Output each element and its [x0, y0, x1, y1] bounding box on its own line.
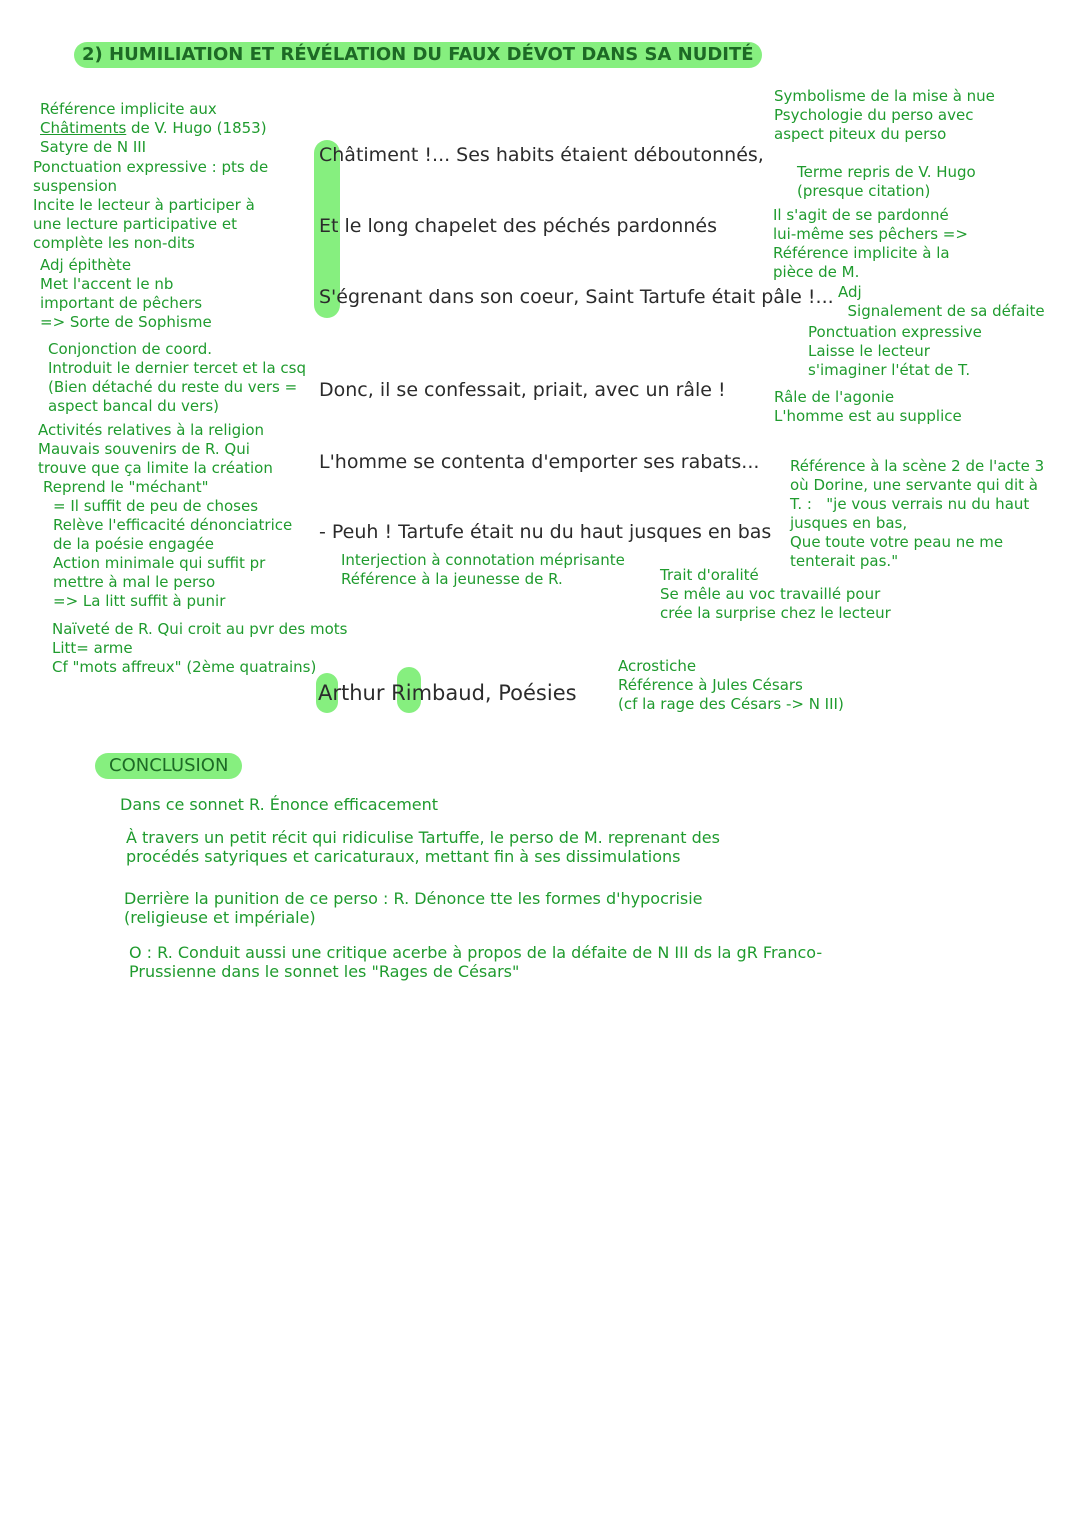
conclusion-title: CONCLUSION: [95, 753, 242, 779]
note-pardonne: Il s'agit de se pardonné lui-même ses pêchers => Référence implicite à la pièce de M.: [773, 206, 968, 281]
note-scene-dorine: Référence à la scène 2 de l'acte 3 où Dorine, une servante qui dit à T. : "je vous verrais nu du haut jusques en bas, Que toute votre peau ne me tenterait pas.": [790, 457, 1045, 570]
note-adj-epithete: Adj épithète Met l'accent le nb important de pêchers => Sorte de Sophisme: [40, 256, 212, 331]
verse-2: Et le long chapelet des péchés pardonnés: [319, 215, 717, 237]
note-activites-religion: Activités relatives à la religion Mauvais souvenirs de R. Qui trouve que ça limite la création: [38, 421, 273, 477]
note-reprend-mechant: Reprend le "méchant": [43, 478, 209, 496]
conclusion-p4: O : R. Conduit aussi une critique acerbe à propos de la défaite de N III ds la gR Franco- Prussienne dans le sonnet les "Rages de Césars": [129, 943, 823, 981]
note-ponctuation: Ponctuation expressive : pts de suspension Incite le lecteur à participer à une lecture participative et complète les non-dits: [33, 158, 269, 252]
note-ponctuation-2: Ponctuation expressive Laisse le lecteur s'imaginer l'état de T.: [808, 323, 982, 379]
verse-4: Donc, il se confessait, priait, avec un râle !: [319, 379, 726, 401]
conclusion-p3: Derrière la punition de ce perso : R. Dénonce tte les formes d'hypocrisie (religieuse et impériale): [124, 889, 703, 927]
section-title: 2) HUMILIATION ET RÉVÉLATION DU FAUX DÉVOT DANS SA NUDITÉ: [74, 42, 762, 68]
note-conjonction: Conjonction de coord. Introduit le dernier tercet et la csq (Bien détaché du reste du vers = aspect bancal du vers): [48, 340, 306, 415]
note-interjection: Interjection à connotation méprisante Référence à la jeunesse de R.: [341, 551, 625, 588]
verse-6: - Peuh ! Tartufe était nu du haut jusques en bas: [319, 521, 772, 543]
verse-3: S'égrenant dans son coeur, Saint Tartufe était pâle !...: [319, 286, 834, 308]
note-symbolisme: Symbolisme de la mise à nue Psychologie du perso avec aspect piteux du perso: [774, 87, 995, 143]
note-terme-hugo: Terme repris de V. Hugo (presque citation): [797, 163, 976, 200]
note-chatiments-ref: Référence implicite aux Châtiments de V. Hugo (1853) Satyre de N III: [40, 100, 267, 156]
conclusion-p2: À travers un petit récit qui ridiculise Tartuffe, le perso de M. reprenant des procédés satyriques et caricaturaux, mettant fin à ses dissimulations: [126, 828, 720, 866]
note-trait-oralite: Trait d'oralité Se mêle au voc travaillé pour crée la surprise chez le lecteur: [660, 566, 891, 622]
note-acrostiche: Acrostiche Référence à Jules Césars (cf la rage des Césars -> N III): [618, 657, 844, 713]
note-naivete: Naïveté de R. Qui croit au pvr des mots Litt= arme Cf "mots affreux" (2ème quatrains): [52, 620, 348, 676]
conclusion-p1: Dans ce sonnet R. Énonce efficacement: [120, 795, 439, 814]
author-line: Arthur Rimbaud, Poésies: [318, 681, 577, 705]
note-efficacite: = Il suffit de peu de choses Relève l'efficacité dénonciatrice de la poésie engagée Action minimale qui suffit pr mettre à mal le perso => La litt suffit à punir: [53, 497, 293, 610]
note-rale: Râle de l'agonie L'homme est au supplice: [774, 388, 962, 425]
verse-5: L'homme se contenta d'emporter ses rabats...: [319, 451, 760, 473]
note-adj-defaite: Adj Signalement de sa défaite: [838, 283, 1045, 320]
verse-1: Châtiment !... Ses habits étaient déboutonnés,: [319, 144, 764, 166]
